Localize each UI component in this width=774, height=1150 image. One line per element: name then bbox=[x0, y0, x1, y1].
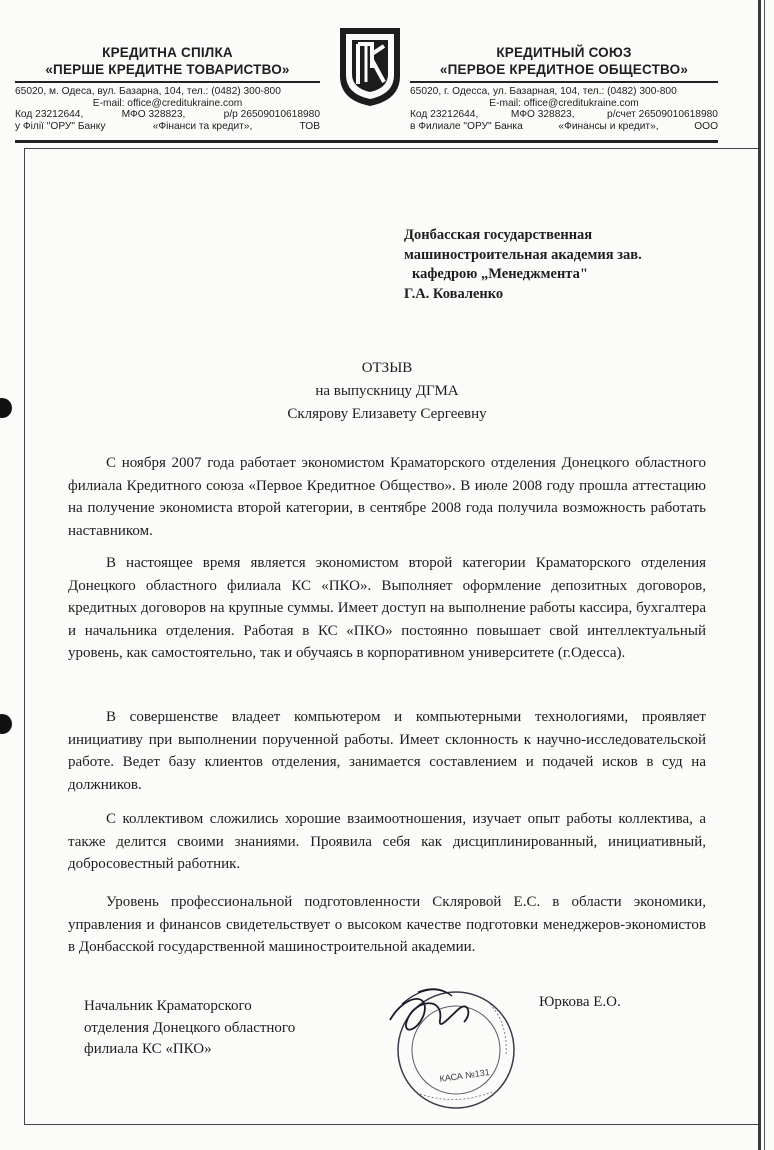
org-name-ua-line1: КРЕДИТНА СПІЛКА bbox=[102, 45, 233, 60]
org-code-ua: Код 23212644, bbox=[15, 109, 84, 121]
round-stamp-with-signature-icon bbox=[360, 974, 535, 1114]
org-bank-ua-1 bbox=[15, 109, 320, 121]
org-code-ru: Код 23212644, bbox=[410, 109, 479, 121]
binder-hole-bottom bbox=[0, 714, 12, 734]
signatory-position bbox=[84, 996, 295, 1061]
body-paragraph-5: Уровень профессиональной подготовленности Скляровой Е.С. в области экономики, управления и финансов свидетельствует о высоком качестве подготовки менеджеров-экономистов в Донбасской государственной машиностроительной академии. bbox=[68, 894, 706, 955]
signatory-line3: филиала КС «ПКО» bbox=[84, 1041, 212, 1057]
addressee-block bbox=[404, 226, 642, 304]
addressee-line4: Г.А. Коваленко bbox=[404, 285, 504, 302]
pk-monogram-emblem-icon bbox=[332, 24, 408, 108]
title-line1: ОТЗЫВ bbox=[361, 360, 413, 376]
signatory-line1: Начальник Краматорского bbox=[84, 998, 252, 1014]
body-paragraph-2: В настоящее время является экономистом второй категории Краматорского отделения Донецкого областного филиала КС «ПКО». Выполняет оформление депозитных договоров, кредитных договоров на крупные суммы. Имеет доступ на выполнение работы кассира, бухгалтера и начальника отделения. Работая в КС «ПКО» постоянно повышает свой интеллектуальный уровень, как самостоятельно, так и обучаясь в корпоративном университете (г.Одесса). bbox=[68, 555, 706, 661]
org-account-ru: р/счет 26509010618980 bbox=[607, 109, 718, 121]
signatory-name: Юркова Е.О. bbox=[539, 994, 621, 1010]
body-paragraph-3: В совершенстве владеет компьютером и компьютерными технологиями, проявляет инициативу при выполнении порученной работы. Имеет склонность к научно-исследовательской работе. Ведет базу клиентов отделения, занимается составлением и подачей исков в суд на должников. bbox=[68, 709, 706, 793]
body-paragraph-1: С ноября 2007 года работает экономистом Краматорского отделения Донецкого областного филиала Кредитного союза «Первое Кредитное Общество». В июле 2008 году прошла аттестацию на получение экономиста второй категории, в сентябре 2008 года получила возможность работать наставником. bbox=[68, 455, 706, 539]
org-email-ru: E-mail: office@creditukraine.com bbox=[489, 97, 639, 109]
org-bank-name-ru: «Финансы и кредит», bbox=[558, 120, 659, 132]
document-title bbox=[0, 357, 774, 426]
addressee-line3: кафедрою „Менеджмента" bbox=[412, 266, 588, 282]
org-info-ua bbox=[15, 86, 320, 132]
title-line2: на выпускницу ДГМА bbox=[315, 383, 459, 399]
page-edge-line-inner bbox=[764, 0, 765, 1150]
org-bank-ru-1 bbox=[410, 109, 718, 121]
title-line3: Склярову Елизавету Сергеевну bbox=[287, 406, 487, 422]
org-bank-name-ua: «Фінанси та кредит», bbox=[152, 120, 253, 132]
stamp-text: КАСА №131 bbox=[438, 1067, 491, 1084]
frame-left-line bbox=[24, 148, 25, 1124]
letterhead-left bbox=[15, 44, 320, 132]
org-branch-ua: у Філії "ОРУ" Банку bbox=[15, 120, 106, 132]
letterhead-bottom-rule bbox=[15, 140, 718, 143]
body-paragraph-4: С коллективом сложились хорошие взаимоотношения, изучает опыт работы коллектива, а также делится своими знаниями. Проявила себя как дисциплинированный, инициативный, добросовестный работник. bbox=[68, 811, 706, 872]
org-name-ru-line2: «ПЕРВОЕ КРЕДИТНОЕ ОБЩЕСТВО» bbox=[439, 62, 689, 77]
org-address-ua: 65020, м. Одеса, вул. Базарна, 104, тел.: (0482) 300-800 bbox=[15, 86, 281, 97]
addressee-line2: машиностроительная академия зав. bbox=[404, 246, 642, 263]
frame-top-line bbox=[24, 148, 758, 149]
org-name-ru-line1: КРЕДИТНЫЙ СОЮЗ bbox=[496, 45, 632, 60]
signatory-line2: отделения Донецкого областного bbox=[84, 1019, 296, 1036]
org-bank-ru-2 bbox=[410, 121, 718, 133]
org-form-ru: ООО bbox=[694, 120, 718, 132]
org-branch-ru: в Филиале "ОРУ" Банка bbox=[410, 120, 523, 132]
letterhead-rule-right bbox=[410, 81, 718, 83]
org-address-ru: 65020, г. Одесса, ул. Базарная, 104, тел.: (0482) 300-800 bbox=[410, 86, 677, 97]
letterhead-right bbox=[410, 44, 718, 132]
org-info-ru bbox=[410, 86, 718, 132]
org-form-ua: ТОВ bbox=[299, 120, 320, 132]
org-mfo-ru: МФО 328823, bbox=[510, 109, 575, 121]
org-email-ua: E-mail: office@creditukraine.com bbox=[92, 97, 243, 109]
org-account-ua: р/р 26509010618980 bbox=[223, 109, 320, 121]
org-name-ua-line2: «ПЕРШЕ КРЕДИТНЕ ТОВАРИСТВО» bbox=[45, 62, 290, 77]
addressee-line1: Донбасская государственная bbox=[404, 227, 593, 243]
letterhead-rule-left bbox=[15, 81, 320, 83]
page-edge-line bbox=[758, 0, 761, 1150]
org-mfo-ua: МФО 328823, bbox=[121, 109, 186, 121]
frame-bottom-line bbox=[24, 1124, 758, 1125]
org-bank-ua-2 bbox=[15, 121, 320, 133]
